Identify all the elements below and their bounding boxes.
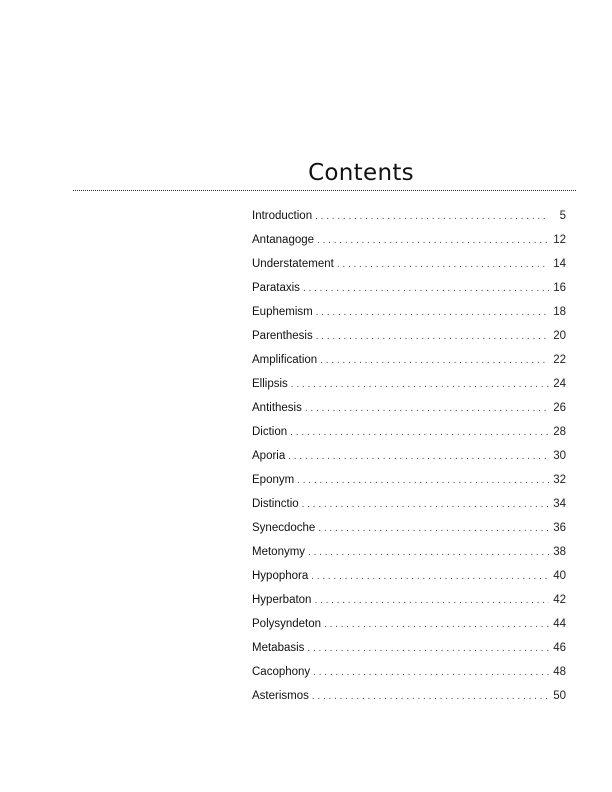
toc-entry[interactable] [252,422,566,446]
toc-entry-page-number: 16 [553,282,566,294]
toc-entry[interactable] [252,470,566,494]
toc-entry-page-number: 40 [553,570,566,582]
dot-leader [307,639,549,659]
toc-entry-label: Antithesis [252,402,302,414]
dot-leader [312,687,549,707]
toc-entry[interactable] [252,398,566,422]
table-of-contents [252,206,566,710]
toc-entry[interactable] [252,662,566,686]
dot-leader [305,399,549,419]
toc-entry-page-number: 28 [553,426,566,438]
toc-entry-label: Ellipsis [252,378,288,390]
title-divider [73,190,576,191]
toc-entry[interactable] [252,566,566,590]
toc-entry-label: Metonymy [252,546,306,558]
toc-entry[interactable] [252,446,566,470]
toc-entry-label: Cacophony [252,666,311,678]
dot-leader [324,615,549,635]
dot-leader [308,543,549,563]
toc-entry-label: Metabasis [252,642,305,654]
dot-leader [291,375,549,395]
toc-entry[interactable] [252,350,566,374]
dot-leader [313,663,549,683]
toc-entry-label: Hyperbaton [252,594,312,606]
toc-entry[interactable] [252,254,566,278]
toc-entry[interactable] [252,542,566,566]
toc-entry[interactable] [252,494,566,518]
dot-leader [317,231,549,251]
toc-entry-label: Amplification [252,354,318,366]
toc-entry[interactable] [252,374,566,398]
toc-entry-page-number: 20 [553,330,566,342]
toc-entry-page-number: 12 [553,234,566,246]
toc-entry-page-number: 32 [553,474,566,486]
toc-entry-page-number: 44 [553,618,566,630]
dot-leader [314,591,549,611]
toc-entry[interactable] [252,590,566,614]
dot-leader [337,255,549,275]
toc-entry-label: Understatement [252,258,334,270]
toc-entry[interactable] [252,326,566,350]
toc-entry-page-number: 14 [553,258,566,270]
dot-leader [316,303,549,323]
dot-leader [303,279,549,299]
toc-entry-label: Asterismos [252,690,309,702]
toc-entry[interactable] [252,638,566,662]
toc-entry[interactable] [252,686,566,710]
toc-entry-page-number: 42 [553,594,566,606]
toc-entry-label: Introduction [252,210,313,222]
toc-entry-page-number: 36 [553,522,566,534]
toc-entry-page-number: 46 [553,642,566,654]
toc-entry-page-number: 26 [553,402,566,414]
toc-entry-page-number: 30 [553,450,566,462]
dot-leader [290,423,549,443]
toc-entry-label: Polysyndeton [252,618,322,630]
dot-leader [315,207,549,227]
toc-entry[interactable] [252,278,566,302]
dot-leader [320,351,549,371]
toc-entry-label: Diction [252,426,288,438]
toc-entry-page-number: 22 [553,354,566,366]
toc-entry-page-number: 18 [553,306,566,318]
toc-entry-label: Parenthesis [252,330,313,342]
toc-entry[interactable] [252,518,566,542]
dot-leader [311,567,549,587]
toc-entry-label: Synecdoche [252,522,316,534]
toc-entry-page-number: 48 [553,666,566,678]
toc-entry[interactable] [252,206,566,230]
toc-entry-label: Parataxis [252,282,300,294]
toc-entry-label: Distinctio [252,498,299,510]
toc-entry-label: Eponym [252,474,295,486]
toc-entry-label: Aporia [252,450,286,462]
toc-entry[interactable] [252,302,566,326]
page-title: Contents [308,160,414,186]
toc-entry-page-number: 38 [553,546,566,558]
dot-leader [302,495,549,515]
dot-leader [297,471,549,491]
toc-entry-page-number: 34 [553,498,566,510]
toc-entry-label: Hypophora [252,570,309,582]
toc-entry-label: Euphemism [252,306,313,318]
toc-entry[interactable] [252,614,566,638]
toc-entry[interactable] [252,230,566,254]
toc-entry-page-number: 24 [553,378,566,390]
toc-entry-label: Antanagoge [252,234,315,246]
dot-leader [288,447,549,467]
toc-entry-page-number: 5 [559,210,566,222]
dot-leader [316,327,549,347]
toc-entry-page-number: 50 [553,690,566,702]
dot-leader [318,519,549,539]
